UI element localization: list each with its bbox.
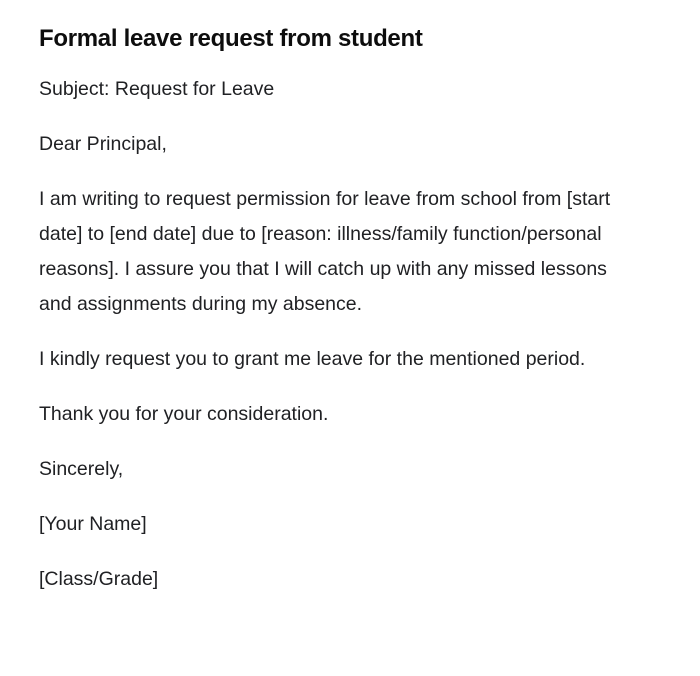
body-paragraph: I am writing to request permission for leave from school from [start date] to [end date] due to [reason: illness/family function/personal reasons]. I assure you that I will catch up with any missed lessons and assignments during my absence.	[39, 188, 611, 315]
salutation: Dear Principal,	[39, 133, 167, 155]
closing: Sincerely,	[39, 458, 124, 480]
signature-name: [Your Name]	[39, 513, 147, 535]
thanks-paragraph: Thank you for your consideration.	[39, 403, 329, 425]
subject-line: Subject: Request for Leave	[39, 78, 275, 100]
signature-class: [Class/Grade]	[39, 568, 159, 590]
request-paragraph: I kindly request you to grant me leave for the mentioned period.	[39, 348, 586, 370]
page-title: Formal leave request from student	[39, 25, 423, 52]
